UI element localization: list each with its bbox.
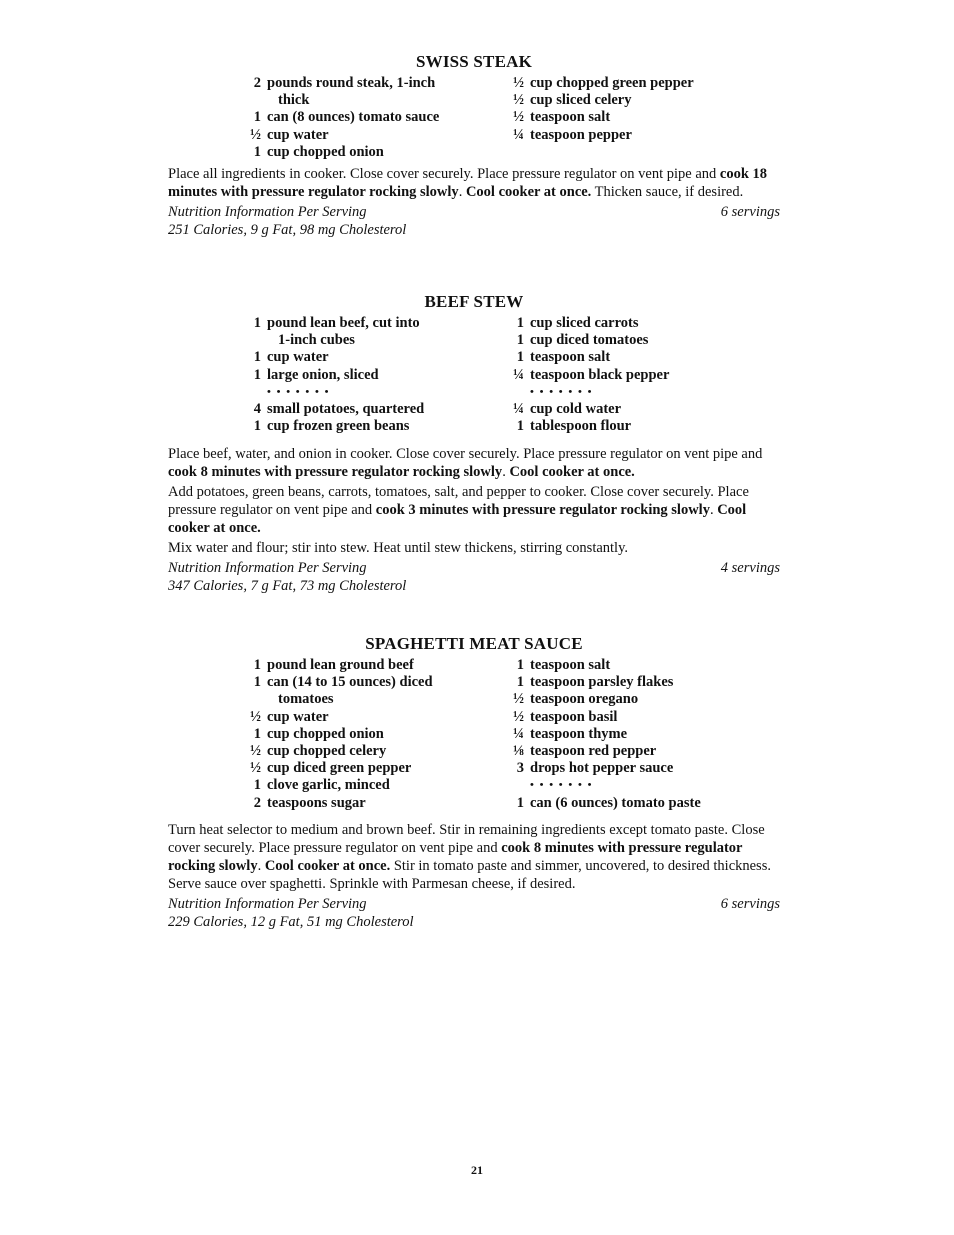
direction-text: Mix water and flour; stir into stew. Heat until stew thickens, stirring constantly. <box>168 540 629 556</box>
ingredient-name: teaspoon oregano <box>530 691 639 708</box>
ingredient-name: cup chopped onion <box>267 725 384 742</box>
ingredient-name: tablespoon flour <box>530 418 632 435</box>
ingredient-row <box>240 657 480 674</box>
ingredient-name: cup water <box>267 126 329 143</box>
ingredient-row <box>240 795 480 812</box>
ingredient-name: cup chopped celery <box>267 743 387 760</box>
ingredient-name: thick <box>278 92 310 109</box>
ingredient-quantity: 1 <box>253 349 261 366</box>
direction-paragraph <box>168 483 780 537</box>
direction-text: Thicken sauce, if desired. <box>591 184 744 200</box>
ingredient-row <box>503 127 763 144</box>
ingredient-column-left <box>240 75 480 161</box>
nutrition-label: Nutrition Information Per Serving <box>168 204 367 220</box>
ingredient-quantity: ½ <box>513 708 524 725</box>
ingredient-column-right <box>503 657 763 812</box>
ingredient-row <box>240 144 480 161</box>
ingredient-name: teaspoon salt <box>530 109 611 126</box>
section-separator-dots: • • • • • • • <box>530 779 593 792</box>
ingredient-quantity: 1 <box>253 657 261 673</box>
ingredient-row <box>240 777 480 794</box>
ingredient-column-right <box>503 75 763 144</box>
ingredient-row <box>503 384 763 401</box>
ingredient-name: cup sliced carrots <box>530 315 639 331</box>
ingredient-quantity: ½ <box>250 126 261 143</box>
directions <box>168 165 780 201</box>
ingredient-row <box>240 315 480 332</box>
ingredient-quantity: ½ <box>250 743 261 760</box>
ingredient-name: cup cold water <box>530 401 622 418</box>
recipe-swiss-steak <box>168 52 780 239</box>
recipe-title: BEEF STEW <box>424 292 524 311</box>
ingredient-row <box>240 349 480 366</box>
ingredient-quantity: 1 <box>253 777 261 794</box>
direction-emphasis: Cool cooker at once. <box>168 502 747 536</box>
ingredient-quantity: 1 <box>253 366 261 383</box>
ingredient-row <box>240 691 480 708</box>
ingredient-row <box>503 691 763 708</box>
nutrition-header <box>168 559 780 577</box>
ingredient-name: cup diced tomatoes <box>530 332 649 349</box>
ingredient-quantity: 1 <box>253 109 261 126</box>
ingredient-quantity <box>240 384 267 401</box>
ingredient-row <box>503 777 763 794</box>
servings: 4 servings <box>720 560 780 576</box>
direction-text: . <box>257 858 265 874</box>
ingredient-name: teaspoon basil <box>530 708 618 725</box>
direction-text: . <box>502 464 510 480</box>
ingredient-name: teaspoon parsley flakes <box>530 674 674 691</box>
ingredient-row <box>240 109 480 126</box>
ingredient-quantity: 3 <box>516 760 524 777</box>
ingredient-quantity: 1 <box>253 418 261 435</box>
direction-paragraph <box>168 821 780 893</box>
ingredient-name: cup chopped onion <box>267 143 384 160</box>
recipe-title: SPAGHETTI MEAT SAUCE <box>365 634 583 653</box>
ingredient-column-left <box>240 657 480 812</box>
ingredient-name: drops hot pepper sauce <box>530 760 674 777</box>
ingredient-row <box>503 92 763 109</box>
ingredient-name: pound lean beef, cut into <box>267 315 420 331</box>
direction-text: Place all ingredients in cooker. Close cover securely. Place pressure regulator on vent pipe and <box>168 166 720 182</box>
ingredient-name: teaspoon salt <box>530 349 611 366</box>
ingredient-quantity: 2 <box>253 794 261 811</box>
recipe-spaghetti-meat-sauce <box>168 634 780 931</box>
ingredient-name: pounds round steak, 1-inch <box>267 75 436 91</box>
direction-paragraph <box>168 445 780 481</box>
ingredient-row <box>503 401 763 418</box>
ingredient-row <box>503 418 763 435</box>
ingredient-row <box>503 760 763 777</box>
ingredient-name: tomatoes <box>278 691 334 708</box>
direction-paragraph <box>168 539 780 557</box>
ingredient-quantity: ⅛ <box>513 743 524 760</box>
directions <box>168 821 780 893</box>
ingredient-row <box>503 726 763 743</box>
ingredient-name: cup chopped green pepper <box>530 75 694 91</box>
ingredient-row <box>240 401 480 418</box>
ingredient-row <box>240 367 480 384</box>
ingredient-name: 1-inch cubes <box>278 332 355 349</box>
section-separator-dots: • • • • • • • <box>530 385 593 398</box>
ingredient-row <box>503 315 763 332</box>
ingredient-quantity: 1 <box>516 349 524 366</box>
ingredient-name: cup diced green pepper <box>267 760 412 777</box>
ingredient-quantity: 1 <box>253 143 261 160</box>
ingredient-quantity: 1 <box>516 332 524 349</box>
servings: 6 servings <box>720 204 780 220</box>
direction-emphasis: Cool cooker at once. <box>465 184 592 200</box>
ingredient-quantity: ¼ <box>513 401 524 418</box>
ingredient-quantity: 1 <box>253 315 261 331</box>
nutrition-label: Nutrition Information Per Serving <box>168 896 367 912</box>
ingredient-name: large onion, sliced <box>267 366 379 383</box>
ingredient-quantity: 1 <box>516 794 524 811</box>
ingredient-quantity: ½ <box>250 708 261 725</box>
direction-emphasis: Cool cooker at once. <box>509 464 635 480</box>
direction-text: Add potatoes, green beans, carrots, tomatoes, salt, and pepper to cooker. Close cover securely. Place pressure regulator on vent pipe and <box>168 484 749 518</box>
ingredient-row <box>503 709 763 726</box>
ingredient-quantity: 1 <box>253 674 261 691</box>
ingredient-name: teaspoon thyme <box>530 725 628 742</box>
ingredient-row <box>240 726 480 743</box>
ingredient-row <box>503 674 763 691</box>
ingredient-name: pound lean ground beef <box>267 657 414 673</box>
ingredient-row <box>503 75 763 92</box>
ingredient-list <box>168 657 780 815</box>
ingredient-quantity: 1 <box>516 674 524 691</box>
ingredient-quantity: ½ <box>513 75 524 91</box>
ingredient-row <box>503 109 763 126</box>
ingredient-quantity: 2 <box>253 75 261 91</box>
ingredient-list <box>168 75 780 163</box>
nutrition-header <box>168 203 780 221</box>
ingredient-row <box>240 92 480 109</box>
direction-emphasis: Cool cooker at once. <box>264 858 391 874</box>
ingredient-name: teaspoon red pepper <box>530 743 657 760</box>
page-number: 21 <box>471 1163 483 1177</box>
ingredient-column-right <box>503 315 763 435</box>
direction-paragraph <box>168 165 780 201</box>
recipe-title: SWISS STEAK <box>415 52 533 71</box>
ingredient-quantity: 1 <box>516 418 524 435</box>
ingredient-row <box>503 367 763 384</box>
ingredient-row <box>503 349 763 366</box>
ingredient-row <box>240 418 480 435</box>
ingredient-quantity: ½ <box>513 109 524 126</box>
ingredient-quantity: 4 <box>253 401 261 418</box>
ingredient-row <box>503 657 763 674</box>
ingredient-name: teaspoon black pepper <box>530 366 670 383</box>
ingredient-name: cup water <box>267 349 329 366</box>
direction-text: . <box>458 184 466 200</box>
recipe-beef-stew <box>168 292 780 595</box>
ingredient-name: teaspoons sugar <box>267 794 366 811</box>
ingredient-quantity: 1 <box>516 315 524 331</box>
direction-emphasis: cook 18 minutes with pressure regulator rocking slowly <box>168 166 768 200</box>
direction-text: . <box>709 502 718 518</box>
ingredient-row <box>240 674 480 691</box>
ingredient-row <box>240 384 480 401</box>
ingredient-quantity <box>240 332 267 349</box>
ingredient-row <box>503 743 763 760</box>
nutrition-facts: 251 Calories, 9 g Fat, 98 mg Cholesterol <box>168 222 407 238</box>
ingredient-name: cup sliced celery <box>530 92 632 109</box>
ingredient-row <box>240 743 480 760</box>
ingredient-row <box>503 332 763 349</box>
directions <box>168 445 780 557</box>
ingredient-row <box>240 75 480 92</box>
direction-emphasis: cook 3 minutes with pressure regulator rocking slowly <box>375 502 710 518</box>
nutrition-label: Nutrition Information Per Serving <box>168 560 367 576</box>
direction-text: Place beef, water, and onion in cooker. Close cover securely. Place pressure regulator on vent pipe and <box>168 446 763 462</box>
ingredient-quantity <box>240 691 267 708</box>
ingredient-row <box>240 760 480 777</box>
ingredient-quantity <box>240 92 267 109</box>
section-separator-dots: • • • • • • • <box>267 385 330 398</box>
ingredient-row <box>240 127 480 144</box>
nutrition-facts: 347 Calories, 7 g Fat, 73 mg Cholesterol <box>168 578 407 594</box>
ingredient-quantity: ½ <box>513 92 524 109</box>
ingredient-quantity: ½ <box>250 760 261 777</box>
ingredient-quantity: 1 <box>253 725 261 742</box>
ingredient-name: cup water <box>267 708 329 725</box>
ingredient-name: can (8 ounces) tomato sauce <box>267 109 440 126</box>
servings: 6 servings <box>720 896 780 912</box>
ingredient-row <box>240 332 480 349</box>
ingredient-quantity: ¼ <box>513 126 524 143</box>
ingredient-name: can (14 to 15 ounces) diced <box>267 674 433 691</box>
ingredient-name: clove garlic, minced <box>267 777 390 794</box>
direction-emphasis: cook 8 minutes with pressure regulator rocking slowly <box>168 840 743 874</box>
ingredient-quantity: 1 <box>516 657 524 673</box>
ingredient-quantity <box>503 384 530 401</box>
nutrition-facts: 229 Calories, 12 g Fat, 51 mg Cholesterol <box>168 914 414 930</box>
ingredient-name: teaspoon pepper <box>530 126 632 143</box>
nutrition-header <box>168 895 780 913</box>
ingredient-quantity: ¼ <box>513 366 524 383</box>
ingredient-quantity: ½ <box>513 691 524 708</box>
ingredient-list <box>168 315 780 439</box>
direction-text: Turn heat selector to medium and brown beef. Stir in remaining ingredients except tomato paste. Close cover securely. Place pressure regulator on vent pipe and <box>168 822 765 856</box>
ingredient-row <box>240 709 480 726</box>
ingredient-row <box>503 795 763 812</box>
ingredient-column-left <box>240 315 480 435</box>
ingredient-quantity: ¼ <box>513 725 524 742</box>
direction-text: Stir in tomato paste and simmer, uncovered, to desired thickness. Serve sauce over spaghetti. Sprinkle with Parmesan cheese, if desired. <box>168 858 771 892</box>
ingredient-name: can (6 ounces) tomato paste <box>530 794 701 811</box>
ingredient-name: teaspoon salt <box>530 657 611 673</box>
ingredient-quantity <box>503 777 530 794</box>
ingredient-name: small potatoes, quartered <box>267 401 425 418</box>
direction-emphasis: cook 8 minutes with pressure regulator rocking slowly <box>168 464 503 480</box>
ingredient-name: cup frozen green beans <box>267 418 410 435</box>
